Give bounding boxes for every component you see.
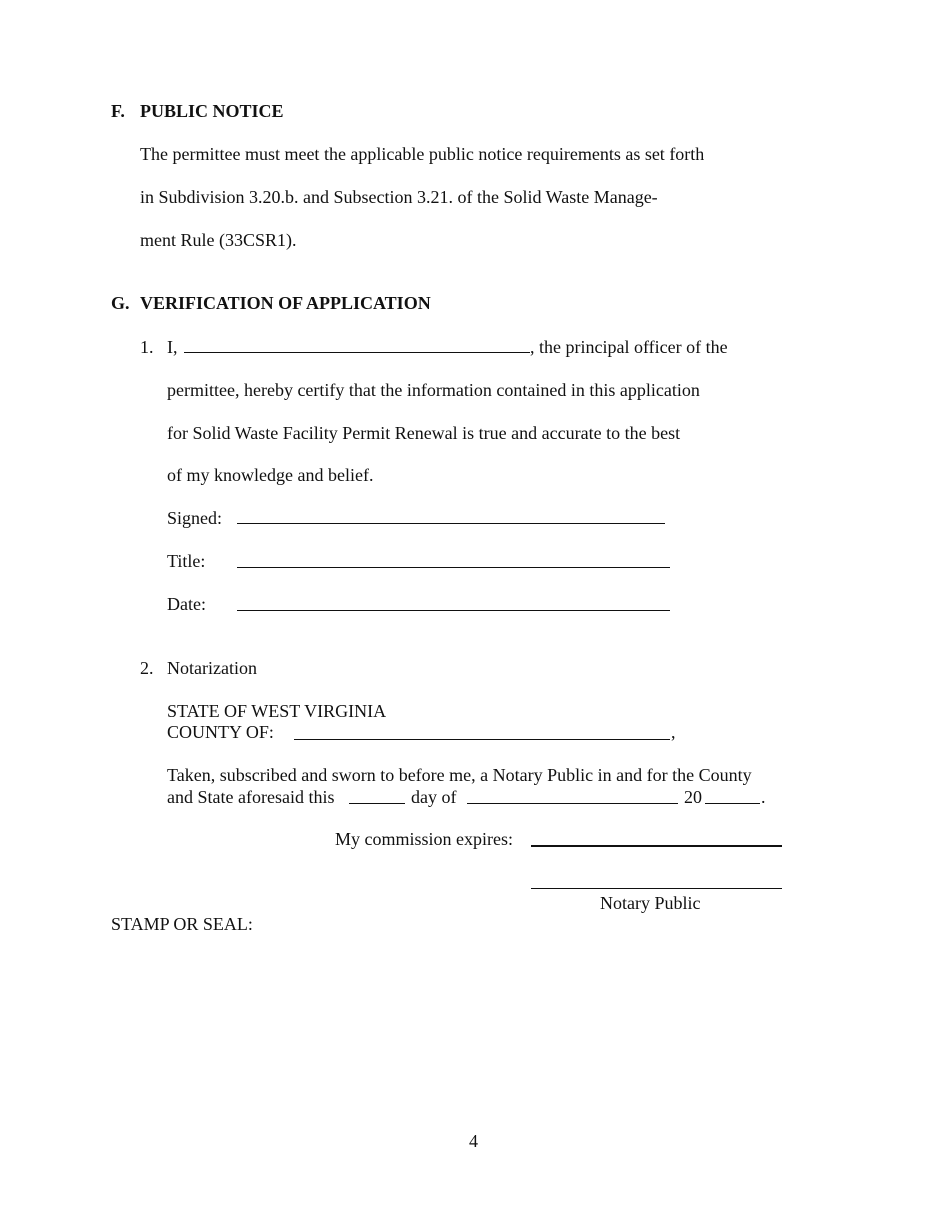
- section-g-letter: G.: [111, 293, 130, 313]
- page-number: 4: [469, 1131, 478, 1151]
- day-of-text: day of: [411, 787, 457, 807]
- year-field[interactable]: [705, 803, 760, 804]
- item-1-suffix: , the principal officer of the: [530, 337, 728, 357]
- county-comma: ,: [671, 722, 676, 742]
- section-f-letter: F.: [111, 101, 125, 121]
- year-prefix: 20: [684, 787, 702, 807]
- sworn-line-1: Taken, subscribed and sworn to before me, a Notary Public in and for the County: [167, 765, 752, 785]
- sworn-prefix: and State aforesaid this: [167, 787, 335, 807]
- item-1-line-3: for Solid Waste Facility Permit Renewal is true and accurate to the best: [167, 423, 681, 443]
- section-f-heading: PUBLIC NOTICE: [140, 101, 284, 121]
- stamp-seal-label: STAMP OR SEAL:: [111, 914, 253, 934]
- date-label: Date:: [167, 594, 206, 614]
- item-1-number: 1.: [140, 337, 154, 357]
- commission-field[interactable]: [531, 845, 782, 847]
- section-f-line-1: The permittee must meet the applicable public notice requirements as set forth: [140, 144, 705, 164]
- item-1-prefix: I,: [167, 337, 178, 357]
- signed-label: Signed:: [167, 508, 223, 528]
- county-field[interactable]: [294, 739, 670, 740]
- section-f-line-2: in Subdivision 3.20.b. and Subsection 3.21. of the Solid Waste Manage-: [140, 187, 658, 207]
- section-f-line-3: ment Rule (33CSR1).: [140, 230, 297, 250]
- notary-signature-field[interactable]: [531, 888, 782, 889]
- section-g-heading: VERIFICATION OF APPLICATION: [140, 293, 431, 313]
- notarization-label: Notarization: [167, 658, 257, 678]
- county-label: COUNTY OF:: [167, 722, 274, 742]
- day-field[interactable]: [349, 803, 405, 804]
- title-label: Title:: [167, 551, 206, 571]
- month-field[interactable]: [467, 803, 678, 804]
- commission-label: My commission expires:: [335, 829, 513, 849]
- signed-field[interactable]: [237, 523, 665, 524]
- officer-name-field[interactable]: [184, 352, 530, 353]
- item-1-line-4: of my knowledge and belief.: [167, 465, 374, 485]
- title-field[interactable]: [237, 567, 670, 568]
- item-2-number: 2.: [140, 658, 154, 678]
- notary-public-label: Notary Public: [600, 893, 701, 913]
- state-text: STATE OF WEST VIRGINIA: [167, 701, 387, 721]
- sworn-period: .: [761, 787, 766, 807]
- item-1-line-2: permittee, hereby certify that the information contained in this application: [167, 380, 700, 400]
- date-field[interactable]: [237, 610, 670, 611]
